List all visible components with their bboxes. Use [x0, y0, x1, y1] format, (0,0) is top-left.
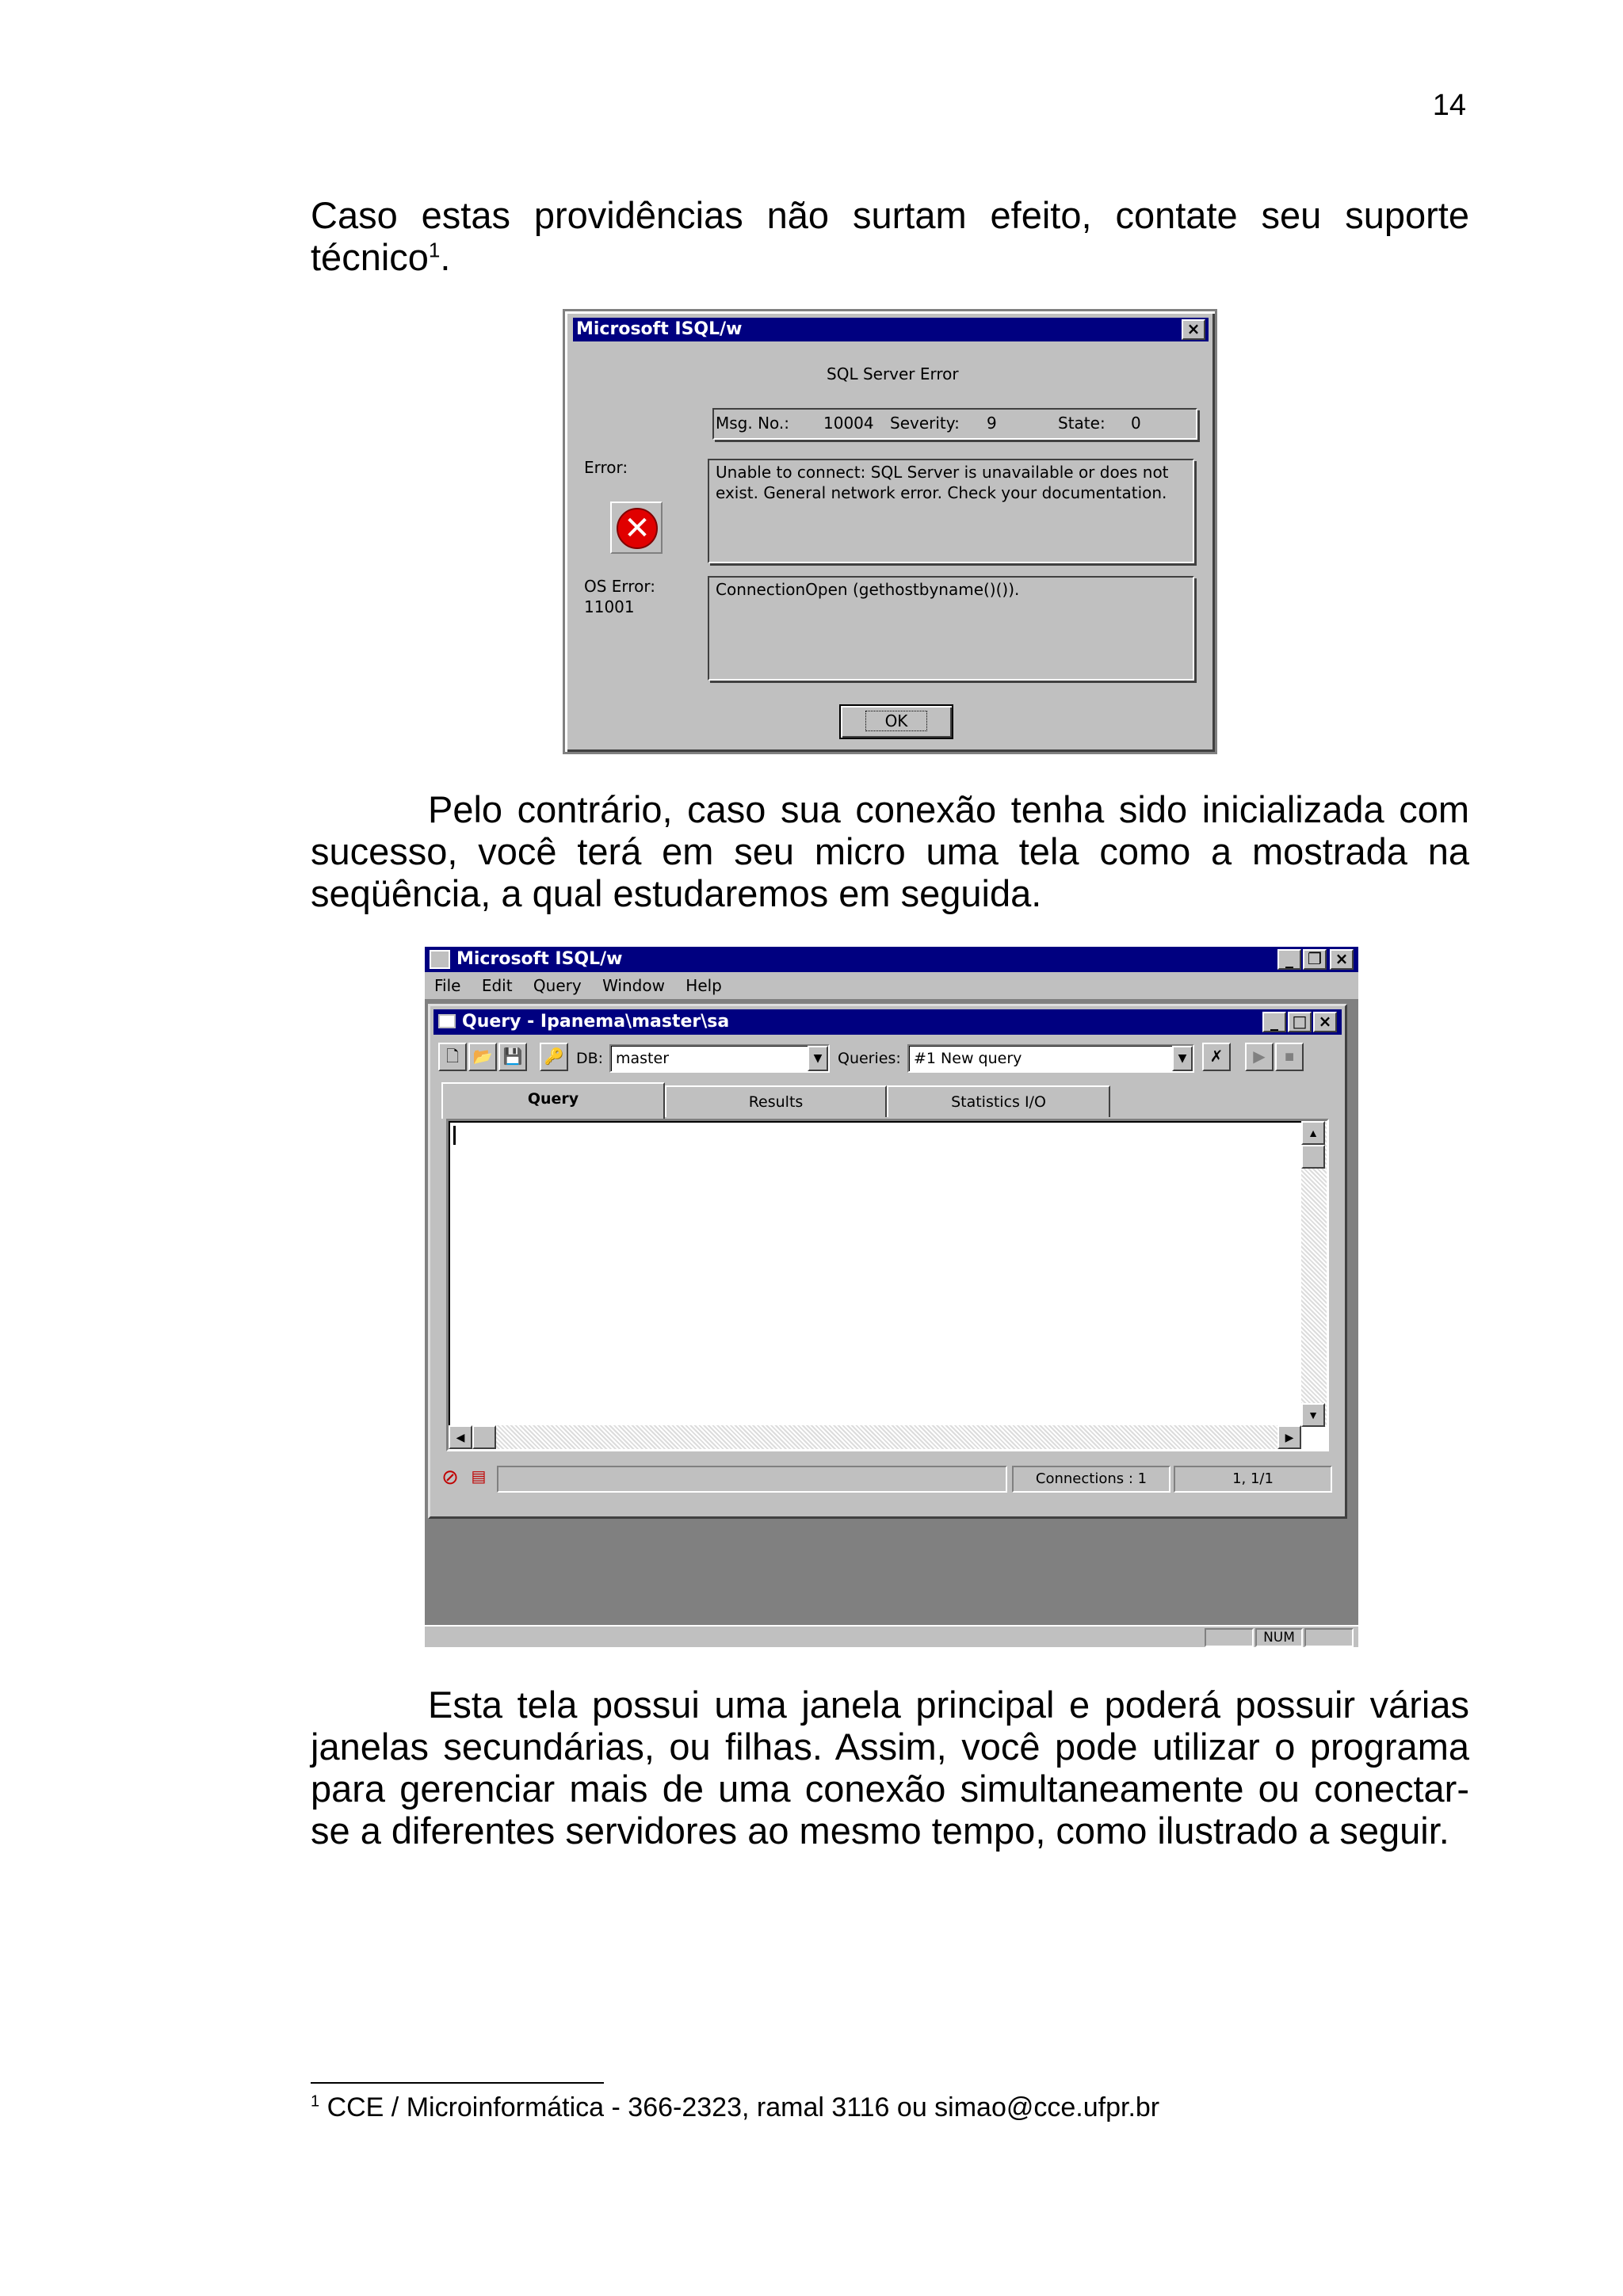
- app-titlebar: [425, 947, 1358, 972]
- child-icon: [438, 1014, 456, 1028]
- query-toolbar: [433, 1038, 1342, 1079]
- paragraph-1: [311, 194, 1469, 278]
- os-error-message-box: [708, 576, 1194, 681]
- execute-icon[interactable]: ▶: [1245, 1043, 1274, 1071]
- status-position: 1, 1/1: [1174, 1466, 1332, 1493]
- remove-query-icon[interactable]: ✗: [1202, 1043, 1231, 1071]
- queries-dropdown-icon[interactable]: ▼: [1172, 1046, 1193, 1071]
- restore-icon[interactable]: ❐: [1303, 949, 1327, 970]
- chart-icon[interactable]: ▤: [465, 1464, 492, 1491]
- save-icon[interactable]: 💾: [498, 1043, 527, 1071]
- db-value: master: [616, 1050, 670, 1067]
- queries-label: Queries:: [838, 1050, 901, 1067]
- paragraph-2: [311, 788, 1469, 914]
- status-connections: Connections : 1: [1012, 1466, 1170, 1493]
- msg-info-box: [712, 408, 1197, 440]
- horizontal-scroll-thumb[interactable]: [472, 1425, 496, 1449]
- error-icon: ✕: [610, 502, 663, 554]
- dialog-title: Microsoft ISQL/w: [576, 319, 743, 339]
- cancel-query-icon[interactable]: ⊘: [437, 1464, 464, 1491]
- app-title: Microsoft ISQL/w: [456, 949, 623, 969]
- scroll-right-icon[interactable]: ▶: [1277, 1425, 1301, 1449]
- isql-main-window: [425, 947, 1358, 1647]
- child-title: Query - Ipanema\master\sa: [462, 1012, 730, 1032]
- menu-help[interactable]: Help: [685, 976, 722, 995]
- query-tabs: [441, 1082, 1337, 1117]
- menu-window[interactable]: Window: [602, 976, 665, 995]
- footnote-rule: [311, 2082, 604, 2084]
- paragraph-3-text: Esta tela possui uma janela principal e poderá possuir várias janelas secundárias, ou filhas. Assim, você pode utilizar o programa para gerenciar mais de uma conexão simultaneamente ou conectar-se a diferentes servidores ao mesmo tempo, como ilustrado a seguir.: [311, 1684, 1469, 1852]
- tab-query[interactable]: Query: [441, 1082, 665, 1119]
- db-label: DB:: [576, 1050, 604, 1067]
- paragraph-3: [311, 1684, 1469, 1852]
- query-child-window: [428, 1004, 1347, 1519]
- key-icon[interactable]: 🔑: [540, 1043, 568, 1071]
- paragraph-2-text: Pelo contrário, caso sua conexão tenha sido inicializada com sucesso, você terá em seu micro uma tela como a mostrada na seqüência, a qual estudaremos em seguida.: [311, 788, 1469, 914]
- error-label: Error:: [584, 458, 628, 477]
- status-cell-blank: [1205, 1628, 1254, 1647]
- app-icon: [430, 950, 450, 969]
- close-icon[interactable]: ×: [1330, 949, 1354, 970]
- scroll-left-icon[interactable]: ◀: [449, 1425, 472, 1449]
- state-value: 0: [1131, 414, 1141, 433]
- child-minimize-icon[interactable]: _: [1262, 1012, 1286, 1032]
- child-status-bar: [437, 1464, 1340, 1494]
- child-titlebar: [433, 1009, 1342, 1035]
- vertical-scrollbar[interactable]: [1301, 1121, 1327, 1427]
- close-icon[interactable]: ×: [1182, 319, 1205, 340]
- status-num: NUM: [1255, 1628, 1303, 1647]
- scroll-up-icon[interactable]: ▲: [1301, 1121, 1325, 1145]
- ok-button[interactable]: [839, 704, 953, 739]
- os-error-label: OS Error:: [584, 577, 655, 596]
- os-error-code: 11001: [584, 597, 635, 616]
- minimize-icon[interactable]: _: [1277, 949, 1301, 970]
- footnote: [311, 2092, 1159, 2123]
- query-editor[interactable]: [446, 1119, 1329, 1451]
- status-cell-blank-2: [1304, 1628, 1354, 1647]
- app-status-bar: [425, 1625, 1358, 1647]
- os-error-message: ConnectionOpen (gethostbyname()()).: [716, 580, 1020, 599]
- menu-bar: [425, 972, 1358, 999]
- open-folder-icon[interactable]: 📂: [468, 1043, 497, 1071]
- child-close-icon[interactable]: ×: [1313, 1012, 1337, 1032]
- state-label: State:: [1058, 414, 1106, 433]
- menu-file[interactable]: File: [434, 976, 461, 995]
- new-query-icon[interactable]: 🗋: [438, 1043, 467, 1071]
- severity-label: Severity:: [890, 414, 960, 433]
- footnote-text: CCE / Microinformática - 366-2323, ramal 3116 ou simao@cce.ufpr.br: [327, 2092, 1160, 2122]
- paragraph-1-text: Caso estas providências não surtam efeito, contate seu suporte técnico: [311, 194, 1469, 278]
- sql-server-error-dialog: [563, 309, 1217, 754]
- scroll-down-icon[interactable]: ▼: [1301, 1403, 1325, 1427]
- msg-no-value: 10004: [823, 414, 874, 433]
- db-select[interactable]: [609, 1044, 830, 1073]
- mdi-workspace: [425, 999, 1358, 1647]
- menu-query[interactable]: Query: [533, 976, 582, 995]
- paragraph-1-end: .: [440, 236, 451, 278]
- text-caret: [453, 1126, 456, 1145]
- severity-value: 9: [987, 414, 997, 433]
- ok-button-label: OK: [865, 711, 928, 731]
- error-message-box: [708, 459, 1194, 563]
- db-dropdown-icon[interactable]: ▼: [808, 1046, 828, 1071]
- footnote-marker: 1: [311, 2092, 320, 2111]
- child-maximize-icon[interactable]: □: [1288, 1012, 1312, 1032]
- queries-value: #1 New query: [914, 1050, 1022, 1067]
- status-message-cell: [497, 1466, 1007, 1493]
- tab-results[interactable]: Results: [665, 1085, 887, 1117]
- vertical-scroll-thumb[interactable]: [1301, 1145, 1325, 1169]
- dialog-heading: SQL Server Error: [827, 364, 959, 383]
- footnote-reference[interactable]: 1: [428, 238, 441, 262]
- dialog-titlebar: [573, 318, 1209, 341]
- msg-no-label: Msg. No.:: [716, 414, 790, 433]
- queries-select[interactable]: [907, 1044, 1194, 1073]
- menu-edit[interactable]: Edit: [481, 976, 513, 995]
- tab-statistics-io[interactable]: Statistics I/O: [887, 1085, 1110, 1117]
- stop-icon[interactable]: ■: [1275, 1043, 1304, 1071]
- error-message: Unable to connect: SQL Server is unavailable or does not exist. General network error. Check your documentation.: [716, 463, 1169, 502]
- horizontal-scrollbar[interactable]: [449, 1425, 1301, 1449]
- page-number: 14: [1432, 89, 1466, 122]
